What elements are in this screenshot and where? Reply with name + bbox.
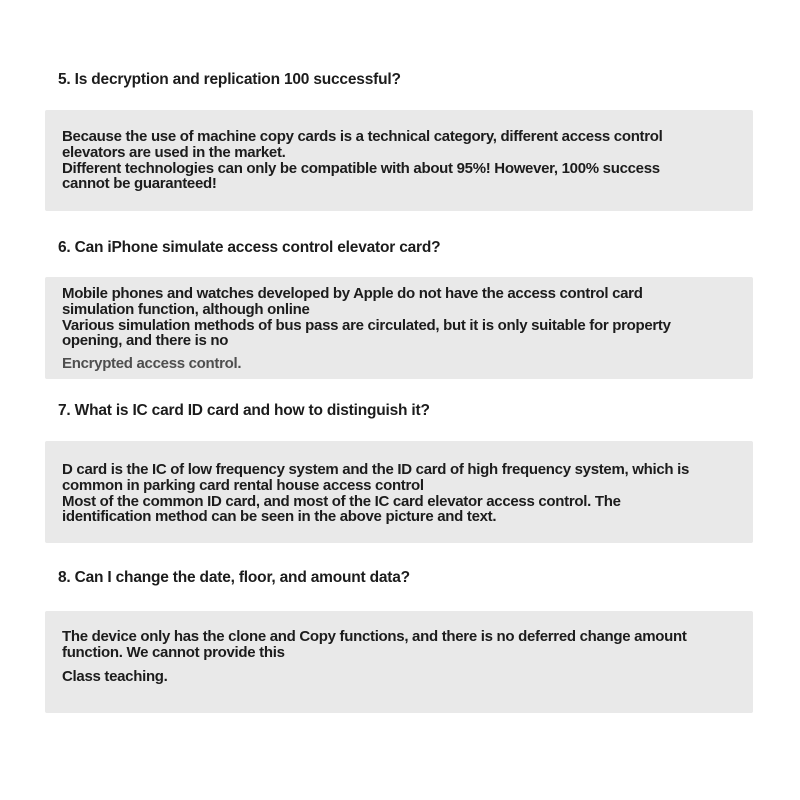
answer-line: Mobile phones and watches developed by Apple do not have the access control card xyxy=(62,285,643,302)
answer-box-5 xyxy=(45,110,753,211)
answer-line: D card is the IC of low frequency system and the ID card of high frequency system, which is xyxy=(62,461,690,478)
answer-line: Different technologies can only be compatible with about 95%! However, 100% success xyxy=(62,159,660,177)
answer-line: common in parking card rental house access control xyxy=(62,476,424,494)
answer-line: cannot be guaranteed! xyxy=(62,175,217,193)
answer-line-muted: Encrypted access control. xyxy=(62,355,242,373)
answer-line: identification method can be seen in the above picture and text. xyxy=(62,508,497,526)
answer-line: simulation function, although online xyxy=(62,300,310,318)
answer-box-7 xyxy=(45,441,753,543)
question-7: 7. What is IC card ID card and how to distinguish it? xyxy=(58,402,430,419)
question-6: 6. Can iPhone simulate access control elevator card? xyxy=(58,239,441,256)
answer-line: The device only has the clone and Copy functions, and there is no deferred change amount xyxy=(62,628,687,645)
answer-box-8 xyxy=(45,611,753,713)
answer-line: Most of the common ID card, and most of the IC card elevator access control. The xyxy=(62,492,621,510)
answer-line: Because the use of machine copy cards is a technical category, different access control xyxy=(62,128,663,145)
answer-line: elevators are used in the market. xyxy=(62,143,286,161)
question-8: 8. Can I change the date, floor, and amount data? xyxy=(58,569,410,586)
answer-line: Various simulation methods of bus pass are circulated, but it is only suitable for property xyxy=(62,316,671,334)
answer-line: function. We cannot provide this xyxy=(62,643,285,661)
answer-line: Class teaching. xyxy=(62,667,168,685)
answer-line: opening, and there is no xyxy=(62,332,229,350)
answer-box-6 xyxy=(45,277,753,379)
question-5: 5. Is decryption and replication 100 successful? xyxy=(58,71,401,88)
